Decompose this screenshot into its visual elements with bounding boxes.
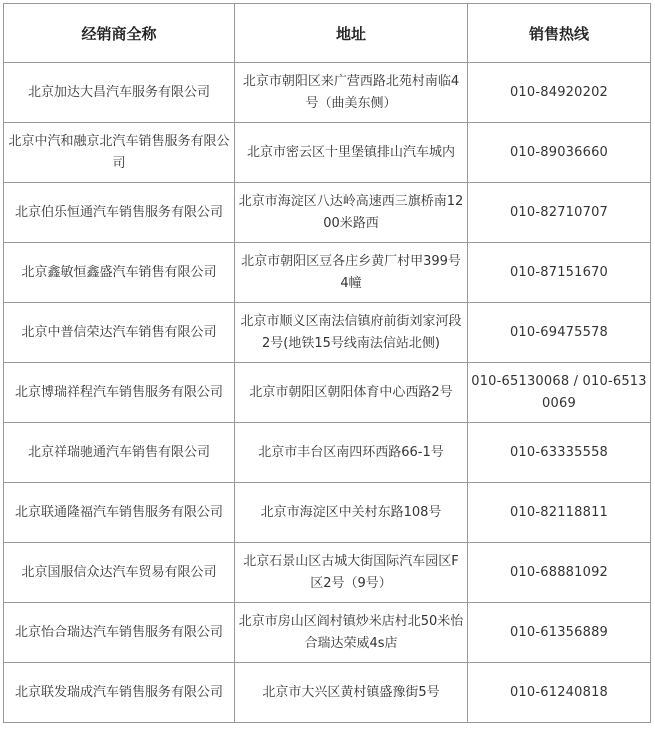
table-row xyxy=(4,663,651,723)
table-row xyxy=(4,243,651,303)
dealer-name-cell: 北京怡合瑞达汽车销售服务有限公司 xyxy=(4,603,235,663)
dealer-name-cell: 北京国服信众达汽车贸易有限公司 xyxy=(4,543,235,603)
hotline-cell: 010-63335558 xyxy=(468,423,651,483)
table-row xyxy=(4,483,651,543)
header-hotline: 销售热线 xyxy=(468,4,651,63)
hotline-cell: 010-69475578 xyxy=(468,303,651,363)
header-address: 地址 xyxy=(235,4,468,63)
dealer-name-cell: 北京伯乐恒通汽车销售服务有限公司 xyxy=(4,183,235,243)
hotline-cell: 010-61240818 xyxy=(468,663,651,723)
address-cell: 北京市朝阳区来广营西路北苑村南临4号（曲美东侧） xyxy=(235,63,468,123)
hotline-cell: 010-65130068 / 010-65130069 xyxy=(468,363,651,423)
address-cell: 北京市朝阳区豆各庄乡黄厂村甲399号4幢 xyxy=(235,243,468,303)
dealer-name-cell: 北京联通隆福汽车销售服务有限公司 xyxy=(4,483,235,543)
address-cell: 北京市密云区十里堡镇排山汽车城内 xyxy=(235,123,468,183)
table-row xyxy=(4,423,651,483)
dealer-name-cell: 北京祥瑞驰通汽车销售有限公司 xyxy=(4,423,235,483)
address-cell: 北京市海淀区中关村东路108号 xyxy=(235,483,468,543)
address-cell: 北京市海淀区八达岭高速西三旗桥南1200米路西 xyxy=(235,183,468,243)
table-row xyxy=(4,303,651,363)
dealer-name-cell: 北京中汽和融京北汽车销售服务有限公司 xyxy=(4,123,235,183)
address-cell: 北京市顺义区南法信镇府前街刘家河段2号(地铁15号线南法信站北侧) xyxy=(235,303,468,363)
table-row xyxy=(4,543,651,603)
header-row xyxy=(4,4,651,63)
hotline-cell: 010-82118811 xyxy=(468,483,651,543)
address-cell: 北京石景山区古城大街国际汽车园区F区2号（9号） xyxy=(235,543,468,603)
hotline-cell: 010-87151670 xyxy=(468,243,651,303)
address-cell: 北京市大兴区黄村镇盛豫街5号 xyxy=(235,663,468,723)
address-cell: 北京市朝阳区朝阳体育中心西路2号 xyxy=(235,363,468,423)
dealer-name-cell: 北京鑫敏恒鑫盛汽车销售有限公司 xyxy=(4,243,235,303)
table-header xyxy=(4,4,651,63)
dealer-name-cell: 北京中普信荣达汽车销售有限公司 xyxy=(4,303,235,363)
dealer-table xyxy=(3,3,651,723)
table-row xyxy=(4,123,651,183)
header-dealer-name: 经销商全称 xyxy=(4,4,235,63)
address-cell: 北京市房山区阎村镇炒米店村北50米怡合瑞达荣威4s店 xyxy=(235,603,468,663)
table-row xyxy=(4,603,651,663)
hotline-cell: 010-84920202 xyxy=(468,63,651,123)
hotline-cell: 010-61356889 xyxy=(468,603,651,663)
table-row xyxy=(4,183,651,243)
table-body xyxy=(4,63,651,723)
address-cell: 北京市丰台区南四环西路66-1号 xyxy=(235,423,468,483)
hotline-cell: 010-89036660 xyxy=(468,123,651,183)
table-row xyxy=(4,363,651,423)
dealer-name-cell: 北京加达大昌汽车服务有限公司 xyxy=(4,63,235,123)
hotline-cell: 010-82710707 xyxy=(468,183,651,243)
dealer-name-cell: 北京博瑞祥程汽车销售服务有限公司 xyxy=(4,363,235,423)
dealer-name-cell: 北京联发瑞成汽车销售服务有限公司 xyxy=(4,663,235,723)
hotline-cell: 010-68881092 xyxy=(468,543,651,603)
table-row xyxy=(4,63,651,123)
